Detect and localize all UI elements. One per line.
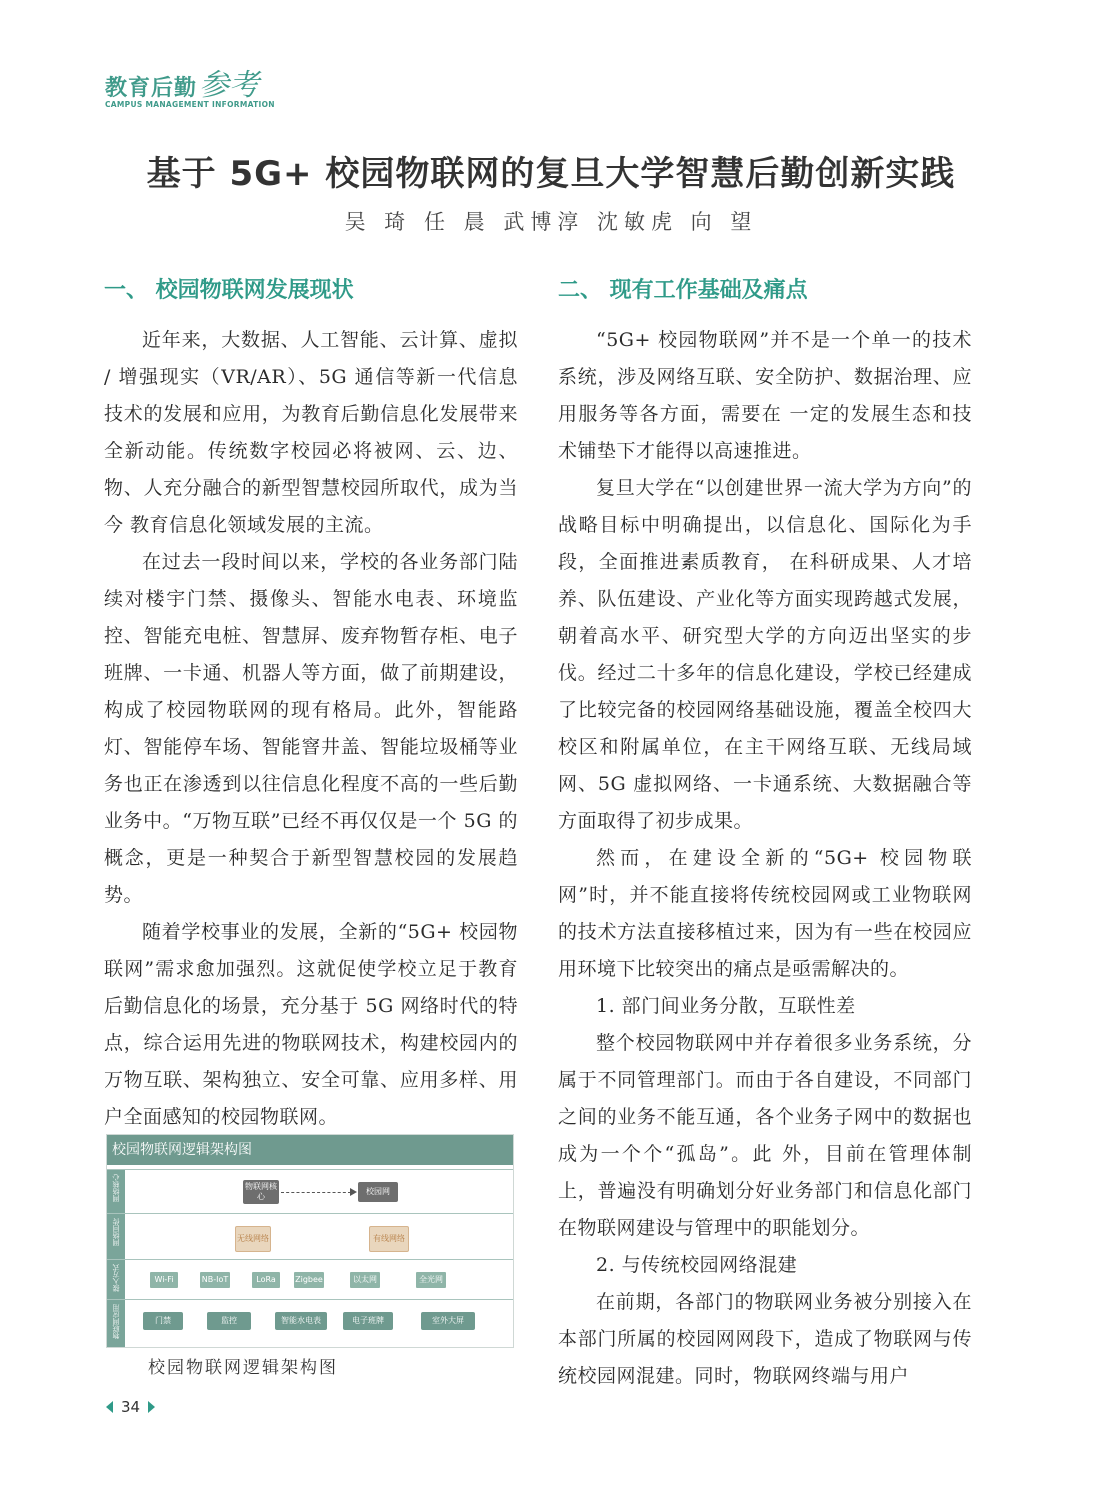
brand-subtitle: CAMPUS MANAGEMENT INFORMATION — [105, 100, 275, 109]
layer-label: 网络核心 — [107, 1170, 125, 1214]
paragraph: 在过去一段时间以来，学校的各业务部门陆续对楼宇门禁、摄像头、智能水电表、环境监控、智能充电桩、智慧屏、废弃物暂存柜、电子班牌、一卡通、机器人等方面，做了前期建设，构成了校园物联网的现有格局。此外，智能路灯、智能停车场、智能窨井盖、智能垃圾桶等业务也正在渗透到以往信息化程度不高的一些后勤业务中。“万物互联”已经不再仅仅是一个 5G 的概念，更是一种契合于新型智慧校园的发展趋势。 — [104, 551, 518, 906]
app-node: 门禁 — [143, 1312, 183, 1330]
layer-label: 物联网应用 — [107, 1300, 125, 1347]
subheading: 1. 部门间业务分散，互联性差 — [596, 995, 856, 1017]
triangle-right-icon — [148, 1401, 155, 1413]
paragraph: 在前期，各部门的物联网业务被分别接入在本部门所属的校园网网段下，造成了物联网与传统校园网混建。同时，物联网终端与用户 — [558, 1291, 972, 1387]
paragraph: 随着学校事业的发展，全新的“5G+ 校园物联网”需求愈加强烈。这就促使学校立足于教育后勤信息化的场景，充分基于 5G 网络时代的特点，综合运用先进的物联网技术，构建校园内的万物互联、架构独立、安全可靠、应用多样、用户全面感知的校园物联网。 — [104, 921, 518, 1128]
subheading: 2. 与传统校园网络混建 — [596, 1254, 798, 1276]
section-heading-2: 二、 现有工作基础及痛点 — [558, 278, 808, 303]
arrow — [281, 1192, 351, 1193]
access-node: Zigbee — [293, 1271, 325, 1289]
layer-core — [107, 1169, 513, 1214]
article-title: 基于 5G+ 校园物联网的复旦大学智慧后勤创新实践 — [146, 154, 956, 194]
section-heading-1: 一、 校园物联网发展现状 — [104, 278, 354, 303]
right-column — [558, 276, 972, 1395]
brand-name: 教育后勤 — [105, 76, 198, 101]
app-node: 监控 — [207, 1312, 251, 1330]
arrowhead-icon — [350, 1188, 357, 1196]
app-node: 电子班牌 — [343, 1312, 393, 1330]
access-node: Wi-Fi — [149, 1271, 179, 1289]
app-node: 智能水电表 — [275, 1312, 327, 1330]
paragraph: 然而，在建设全新的“5G+ 校园物联网”时，并不能直接将传统校园网或工业物联网的技术方法直接移植过来，因为有一些在校园应用环境下比较突出的痛点是亟需解决的。 — [558, 847, 972, 980]
page-number — [106, 1398, 155, 1416]
wired-network-node: 有线网络 — [369, 1226, 409, 1252]
paragraph: 近年来，大数据、人工智能、云计算、虚拟 / 增强现实（VR/AR）、5G 通信等新一代信息技术的发展和应用，为教育后勤信息化发展带来全新动能。传统数字校园必将被网、云、边、物、人充分融合的新型智慧校园所取代，成为当今 教育信息化领域发展的主流。 — [104, 329, 518, 536]
layer-label: 网络回传 — [107, 1214, 125, 1260]
iot-core-node: 物联网核心 — [243, 1180, 279, 1204]
left-column — [104, 276, 518, 1136]
layer-access — [107, 1259, 513, 1300]
figure-title: 校园物联网逻辑架构图 — [107, 1135, 513, 1165]
layer-label: 接入方式 — [107, 1260, 125, 1300]
layer-backhaul — [107, 1213, 513, 1260]
wireless-network-node: 无线网络 — [235, 1226, 271, 1252]
paragraph: “5G+ 校园物联网”并不是一个单一的技术系统，涉及网络互联、安全防护、数据治理、应用服务等各方面，需要在 一定的发展生态和技术铺垫下才能得以高速推进。 — [558, 329, 972, 462]
brand-script: 参考 — [199, 68, 260, 103]
page-number-text: 34 — [121, 1398, 141, 1416]
figure-caption: 校园物联网逻辑架构图 — [148, 1358, 338, 1378]
access-node: NB-IoT — [199, 1271, 231, 1289]
magazine-logo — [105, 60, 275, 109]
article-authors: 吴 琦 任 晨 武博淳 沈敏虎 向 望 — [344, 210, 758, 234]
access-node: 以太网 — [349, 1271, 381, 1289]
layer-apps — [107, 1299, 513, 1347]
paragraph: 复旦大学在“以创建世界一流大学为方向”的战略目标中明确提出，以信息化、国际化为手段，全面推进素质教育， 在科研成果、人才培养、队伍建设、产业化等方面实现跨越式发展，朝着高水平、研究型大学的方向迈出坚实的步伐。经过二十多年的信息化建设，学校已经建成了比较完备的校园网络基础设施，覆盖全校四大校区和附属单位，在主干网络互联、无线局域网、5G 虚拟网络、一卡通系统、大数据融合等方面取得了初步成果。 — [558, 477, 972, 832]
campus-net-node: 校园网 — [358, 1182, 398, 1202]
triangle-left-icon — [106, 1401, 113, 1413]
app-node: 室外大屏 — [421, 1312, 475, 1330]
access-node: 全光网 — [415, 1271, 447, 1289]
architecture-figure — [106, 1134, 514, 1348]
access-node: LoRa — [251, 1271, 281, 1289]
paragraph: 整个校园物联网中并存着很多业务系统，分属于不同管理部门。而由于各自建设，不同部门之间的业务不能互通，各个业务子网中的数据也成为一个个“孤岛”。此 外，目前在管理体制上，普遍没有明确划分好业务部门和信息化部门在物联网建设与管理中的职能划分。 — [558, 1032, 972, 1239]
